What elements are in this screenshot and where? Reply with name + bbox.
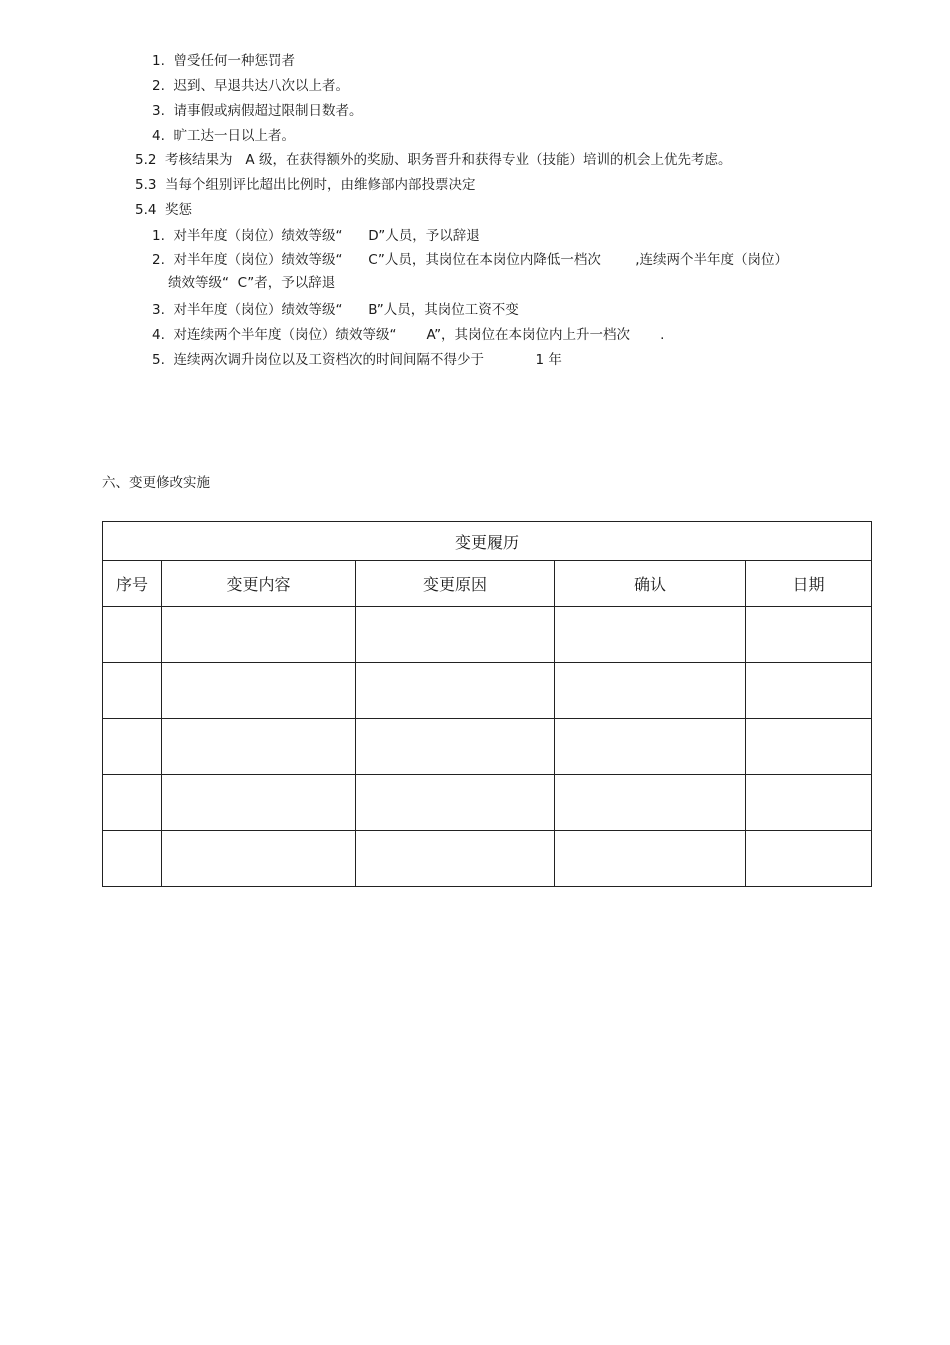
clause-item: 3. 请事假或病假超过限制日数者。 [152,103,363,119]
table-row [103,775,872,831]
table-caption: 变更履历 [103,522,872,561]
column-header-confirm: 确认 [555,561,746,607]
table-cell [356,607,555,663]
table-cell [103,719,162,775]
reward-item-continued: 绩效等级“ C”者，予以辞退 [168,275,336,291]
table-cell [162,607,356,663]
clause-5-2: 5.2 考核结果为 A 级，在获得额外的奖励、职务晋升和获得专业（技能）培训的机会上优先考虑。 [135,152,732,168]
section-title: 六、变更修改实施 [102,475,210,491]
clause-item: 2. 迟到、早退共达八次以上者。 [152,78,349,94]
table-cell [555,775,746,831]
table-cell [162,775,356,831]
clause-item: 4. 旷工达一日以上者。 [152,128,295,144]
table-cell [746,719,872,775]
table-cell [555,663,746,719]
table-row [103,607,872,663]
table-cell [555,719,746,775]
table-cell [162,663,356,719]
clause-5-4: 5.4 奖惩 [135,202,193,218]
table-row [103,831,872,887]
column-header-reason: 变更原因 [356,561,555,607]
table-cell [103,607,162,663]
table-cell [356,775,555,831]
change-history-table [102,521,872,887]
table-row [103,719,872,775]
reward-item: 5. 连续两次调升岗位以及工资档次的时间间隔不得少于 1 年 [152,352,562,368]
table-cell [103,663,162,719]
table-cell [162,831,356,887]
clause-item: 1. 曾受任何一种惩罚者 [152,53,295,69]
table-cell [103,831,162,887]
reward-item: 1. 对半年度（岗位）绩效等级“ D”人员，予以辞退 [152,228,480,244]
clause-5-3: 5.3 当每个组别评比超出比例时，由维修部内部投票决定 [135,177,476,193]
table-cell [555,607,746,663]
table-cell [555,831,746,887]
reward-item: 3. 对半年度（岗位）绩效等级“ B”人员，其岗位工资不变 [152,302,519,318]
column-header-content: 变更内容 [162,561,356,607]
table-cell [746,607,872,663]
table-cell [746,831,872,887]
table-row [103,663,872,719]
reward-item: 4. 对连续两个半年度（岗位）绩效等级“ A”，其岗位在本岗位内上升一档次 . [152,327,665,343]
table-cell [356,831,555,887]
table-cell [103,775,162,831]
table-cell [746,775,872,831]
reward-item: 2. 对半年度（岗位）绩效等级“ C”人员，其岗位在本岗位内降低一档次 ,连续两个半年度（岗位） [152,252,788,268]
table-cell [746,663,872,719]
table-cell [356,663,555,719]
table-cell [356,719,555,775]
table-cell [162,719,356,775]
column-header-date: 日期 [746,561,872,607]
column-header-index: 序号 [103,561,162,607]
